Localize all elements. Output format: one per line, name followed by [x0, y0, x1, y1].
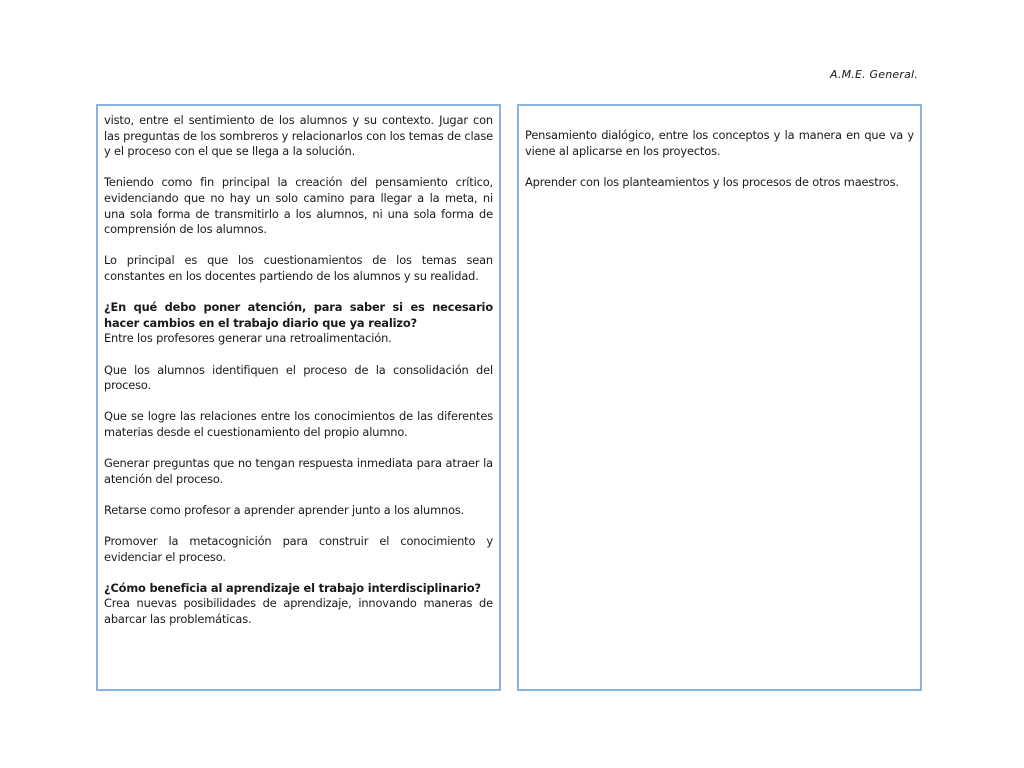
paragraph-identify-process: Que los alumnos identifiquen el proceso de la consolidación del proceso.: [104, 362, 493, 393]
question-attention: ¿En qué debo poner atención, para saber si es necesario hacer cambios en el trabajo diario que ya realizo?: [104, 300, 493, 330]
answer-attention: Entre los profesores generar una retroalimentación.: [104, 331, 392, 346]
paragraph-metacognition: Promover la metacognición para construir el conocimiento y evidenciar el proceso.: [104, 534, 493, 564]
paragraph-dialogic: Pensamiento dialógico, entre los conceptos y la manera en que va y viene al aplicarse en los proyectos.: [525, 128, 914, 158]
paragraph-relations: Que se logre las relaciones entre los conocimientos de las diferentes materias desde el cuestionamiento del propio alumno.: [104, 409, 493, 439]
paragraph-context: visto, entre el sentimiento de los alumnos y su contexto. Jugar con las preguntas de los sombreros y relacionarlos con los temas de clase y el proceso con el que se llega a la solución.: [104, 113, 493, 159]
right-text-box: [517, 104, 922, 691]
question-interdisciplinary: ¿Cómo beneficia al aprendizaje el trabajo interdisciplinario?: [104, 580, 481, 595]
paragraph-challenge: Retarse como profesor a aprender aprender junto a los alumnos.: [104, 502, 465, 517]
answer-interdisciplinary: Crea nuevas posibilidades de aprendizaje, innovando maneras de abarcar las problemáticas.: [104, 596, 493, 626]
paragraph-questions: Generar preguntas que no tengan respuesta inmediata para atraer la atención del proceso.: [104, 456, 493, 486]
document-header: A.M.E. General.: [829, 68, 918, 81]
left-text-box: [96, 104, 501, 691]
paragraph-critical-thinking: Teniendo como fin principal la creación del pensamiento crítico, evidenciando que no hay un solo camino para llegar a la meta, ni una sola forma de transmitirlo a los alumnos, ni una sola forma de comprensión de los alumnos.: [104, 175, 493, 237]
paragraph-learn-others: Aprender con los planteamientos y los procesos de otros maestros.: [525, 174, 899, 189]
paragraph-questioning: Lo principal es que los cuestionamientos de los temas sean constantes en los docentes partiendo de los alumnos y su realidad.: [104, 253, 493, 283]
